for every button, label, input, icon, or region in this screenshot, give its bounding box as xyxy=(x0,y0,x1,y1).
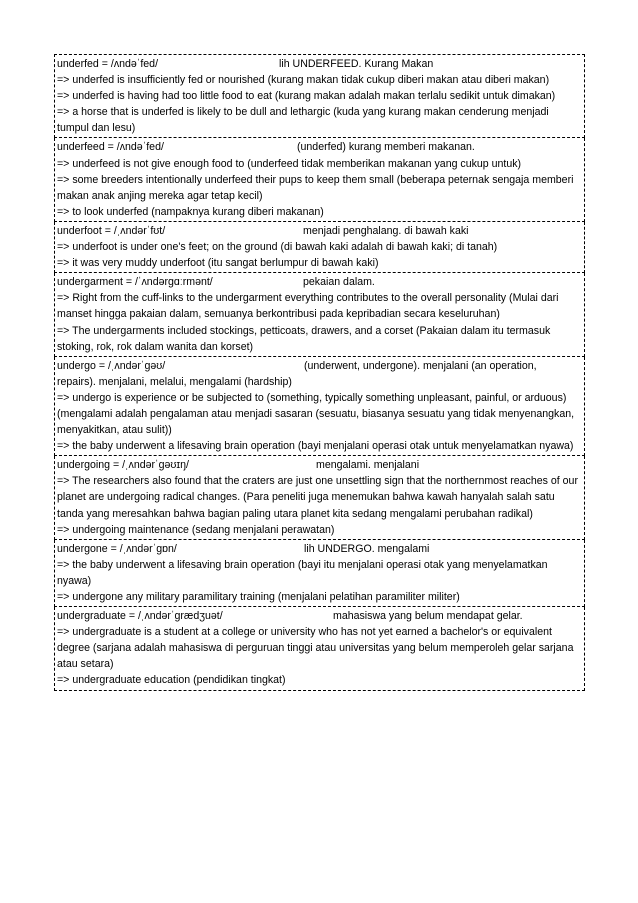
example-line: => underfeed is not give enough food to (underfeed tidak memberikan makanan yang cukup untuk) xyxy=(57,157,522,170)
example-line: repairs). menjalani, melalui, mengalami (hardship) xyxy=(57,375,292,388)
example-line: => The undergarments included stockings, petticoats, drawers, and a corset (Pakaian dalam itu termasuk stoking, rok, rok dalam wanita dan korset) xyxy=(57,324,551,353)
entry-definition: (underwent, undergone). menjalani (an operation, xyxy=(304,359,537,372)
example-line: => Right from the cuff-links to the undergarment everything contributes to the overall personality (Mulai dari manset hingga pakaian dalam, semuanya berkontribusi pada kepribadian secara keseluruhan) xyxy=(57,292,559,321)
example-line: => underfed is having had too little food to eat (kurang makan adalah makan terlalu sedikit untuk dimakan) xyxy=(57,90,556,103)
entry-headword: underfeed = /ʌndəˈfed/ xyxy=(57,141,164,154)
entry-definition: menjadi penghalang. di bawah kaki xyxy=(303,224,469,237)
entry-headword: underfed = /ʌndəˈfed/ xyxy=(57,58,159,70)
example-line: => underfoot is under one's feet; on the ground (di bawah kaki adalah di bawah kaki; di tanah) xyxy=(57,241,498,254)
entry-definition: mengalami. menjalani xyxy=(316,459,420,472)
entry-undergoing xyxy=(54,456,585,539)
example-line: => it was very muddy underfoot (itu sangat berlumpur di bawah kaki) xyxy=(57,257,379,270)
entry-underfoot xyxy=(54,222,585,273)
entry-definition: pekaian dalam. xyxy=(303,276,375,289)
example-line: => undergo is experience or be subjected to (something, typically something unpleasant, painful, or arduous) (mengalami adalah pengalaman atau menjadi sasaran (sesuatu, biasanya sesuatu yang tidak menyenangkan, menyakitkan, atau sulit)) xyxy=(57,391,575,437)
entry-definition: mahasiswa yang belum mendapat gelar. xyxy=(333,610,523,623)
entry-headword: undergarment = /ˈʌndərɡɑːrmənt/ xyxy=(57,276,213,289)
entry-headword: underfoot = /ˌʌndərˈfʊt/ xyxy=(57,224,166,237)
entry-undergo xyxy=(54,357,585,457)
example-line: => undergraduate education (pendidikan tingkat) xyxy=(57,674,286,687)
example-line: => to look underfed (nampaknya kurang diberi makanan) xyxy=(57,205,324,218)
entry-definition: lih UNDERFEED. Kurang Makan xyxy=(279,58,434,70)
entry-definition: lih UNDERGO. mengalami xyxy=(304,542,430,555)
example-line: => undergoing maintenance (sedang menjalani perawatan) xyxy=(57,523,335,536)
entry-headword: undergraduate = /ˌʌndərˈɡrædʒuət/ xyxy=(57,610,223,623)
entry-underfed xyxy=(54,54,585,138)
entry-headword: undergo = /ˌʌndərˈɡəʊ/ xyxy=(57,359,166,372)
entry-underfeed xyxy=(54,138,585,221)
entry-undergone xyxy=(54,540,585,607)
entry-headword: undergoing = /ˌʌndərˈɡəʊɪŋ/ xyxy=(57,459,189,472)
entry-undergarment xyxy=(54,273,585,356)
example-line: => underfed is insufficiently fed or nourished (kurang makan tidak cukup diberi makan atau diberi makan) xyxy=(57,74,550,87)
example-line: => The researchers also found that the craters are just one unsettling sign that the northernmost reaches of our planet are undergoing radical changes. (Para peneliti juga menemukan bahwa kawah hanyalah salah satu tanda yang meresahkan bahwa bagian paling utara planet kita sedang mengalami perubahan radikal) xyxy=(57,475,578,520)
example-line: => some breeders intentionally underfeed their pups to keep them small (beberapa peternak sengaja memberi makan anak anjing mereka agar tetap kecil) xyxy=(57,173,574,202)
entry-definition: (underfed) kurang memberi makanan. xyxy=(297,141,475,154)
example-line: => the baby underwent a lifesaving brain operation (bayi menjalani operasi otak untuk menyelamatkan nyawa) xyxy=(57,440,574,453)
example-line: => undergone any military paramilitary training (menjalani pelatihan paramiliter militer) xyxy=(57,591,460,603)
example-line: => a horse that is underfed is likely to be dull and lethargic (kuda yang kurang makan cenderung menjadi tumpul dan lesu) xyxy=(57,106,549,135)
dictionary-list xyxy=(54,54,585,691)
example-line: => the baby underwent a lifesaving brain operation (bayi itu menjalani operasi otak yang menyelamatkan nyawa) xyxy=(57,558,548,587)
entry-headword: undergone = /ˌʌndərˈɡɒn/ xyxy=(57,542,177,555)
entry-undergraduate xyxy=(54,607,585,690)
example-line: => undergraduate is a student at a college or university who has not yet earned a bachelor's or equivalent degree (sarjana adalah mahasiswa di perguruan tinggi atau universitas yang belum memperoleh gelar sarjana atau setara) xyxy=(57,626,574,671)
